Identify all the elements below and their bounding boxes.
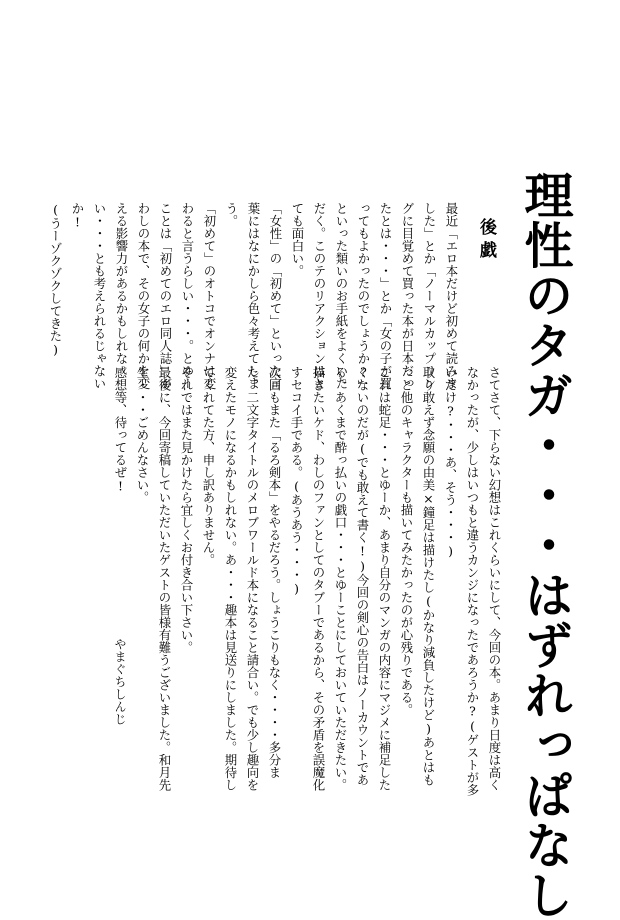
afterword-bottom-block: さてさて、下らない幻想はこれくらいにして、今回の本。あまり日度は高くなかったが、少しはいつもと違うカンジになったであろうか?(ゲストが多いだけ?・・・あ、そう・・・) 取り敢えず念願の由美×鐘足は描けたし(かなり減負したけど)あとはもっと他のキャラクターも描いてみたかったのが心残りである。 これは蛇足・・・とゆーか、あまり自分のマンガの内容にマジメに補足したくないのだが(でも敢えて書く!)今回の剣心の告白はノーカウントである。あくまで酔っ払いの戯口・・・とゆーことにしておいていただきたい。 描きたいケド、わしのファンとしてのタブーであるから、その矛盾を誤魔化すセコイ手である。(あうあう・・・) 次回もまた「るろ剣本」をやるだろう。しょうこりもなく・・・・多分また、二文字タイトルのメロブワールド本になること請合い。でも少し趣向を変えたモノになるかもしれない。あ・・・趣本は見送りにしました。期待してくれてた方、申し訳ありません。 それではまた見かけたら宜しくお付き合い下さい。 最後に、今回寄稿していただいたゲストの皆様有難うございました。和月先生・・・ごめんなさい。 感想等、待ってるぜ! (113, 366, 502, 797)
author-signature: やまぐちしんじ (113, 638, 127, 726)
afterword-heading: 後戯 (476, 218, 496, 264)
page-title: 理性のタガ・・・はずれっぱなし (517, 170, 574, 920)
afterword-top-block: 最近「エロ本だけど初めて読みました」とか「ノーマルカップリングに目覚めて買った本が日本だったとは・・・」とか「女の子が買ってもよかったのでしょうか?」といった類いのお手紙をよくいただく。このテのリアクションはとても面白い。 「女性」の「初めて」といった言葉にはなにかしら色々考えてしまう。 「初めて」のオトコでオンナは変わると言うらしい・・・。とゆーことは「初めてのエロ同人誌」がわしの本で、その女子の何かを変える影響力があるかもしれない・・・とも考えられるじゃないか! (うーゾクゾクしてきた) (48, 202, 459, 393)
